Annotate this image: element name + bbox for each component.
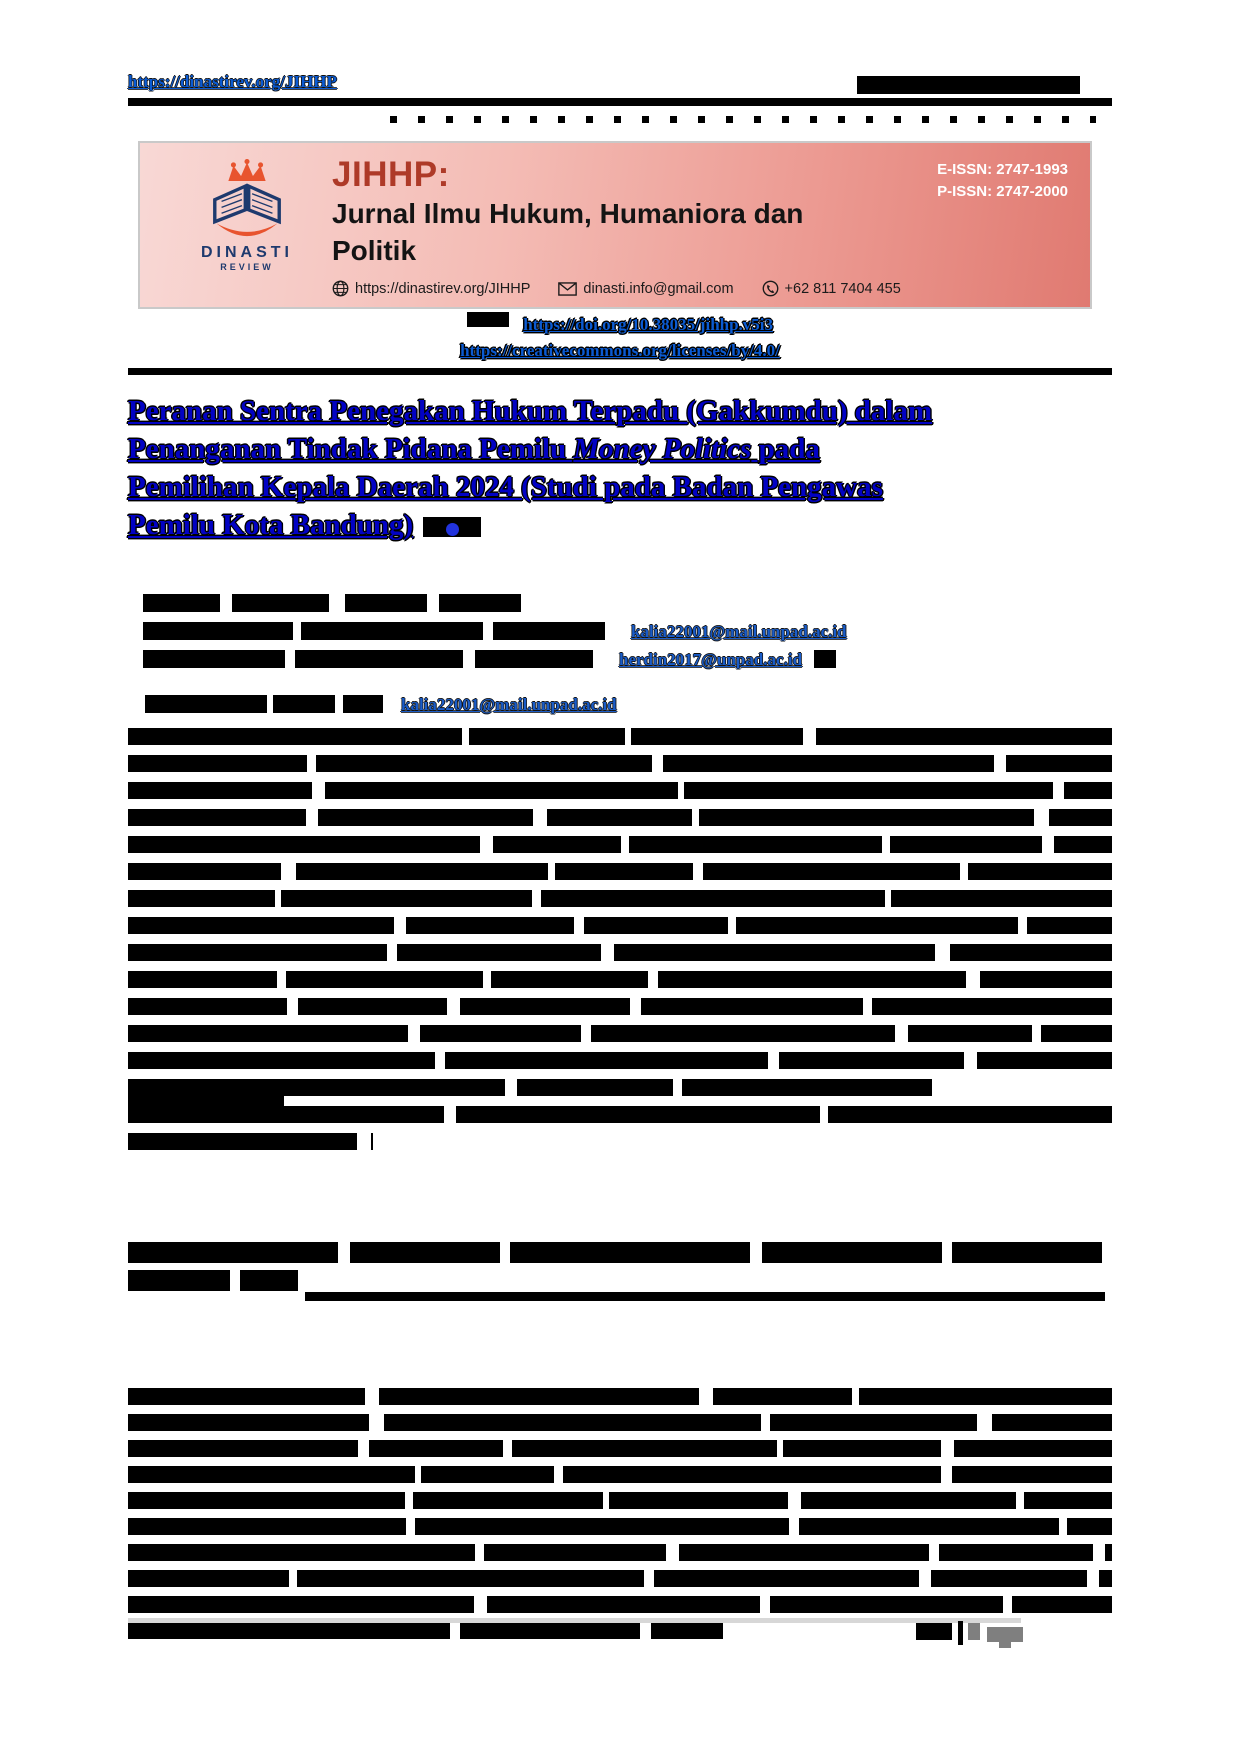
redacted-text — [369, 1440, 503, 1457]
redacted-text — [128, 1492, 405, 1509]
footer-pipe — [958, 1621, 963, 1645]
redacted-text — [128, 1466, 415, 1483]
corresponding-author-row — [145, 695, 617, 715]
redacted-text — [891, 890, 1112, 907]
redacted-text — [128, 917, 394, 934]
redacted-text-line — [128, 728, 1112, 745]
redacted-text — [663, 755, 994, 772]
redacted-text-line — [128, 782, 1112, 799]
redacted-text-line — [128, 1133, 1112, 1150]
redacted-text — [301, 622, 483, 640]
redacted-text — [801, 1492, 1016, 1509]
redacted-text — [128, 1414, 369, 1431]
title-line-2-italic: Money Politics — [573, 433, 752, 465]
redacted-text — [779, 1052, 964, 1069]
redacted-text-line — [128, 1414, 1112, 1431]
redacted-text — [517, 1079, 673, 1096]
redacted-text — [487, 1596, 760, 1613]
title-line-2-pre: Penanganan Tindak Pidana Pemilu — [128, 433, 574, 465]
redacted-text — [547, 809, 692, 826]
redacted-text — [286, 971, 483, 988]
license-link[interactable]: https://creativecommons.org/licenses/by/4.0/ — [460, 341, 780, 360]
redacted-text — [128, 998, 287, 1015]
redacted-keywords-line2 — [128, 1270, 298, 1291]
redacted-text — [954, 1440, 1112, 1457]
author2-email-link[interactable]: herdin2017@unpad.ac.id — [619, 650, 803, 669]
redacted-text — [128, 836, 480, 853]
e-issn: E-ISSN: 2747-1993 — [937, 161, 1068, 178]
redacted-text — [128, 728, 462, 745]
redacted-text — [128, 1388, 365, 1405]
redacted-text — [651, 1622, 723, 1639]
redacted-text — [491, 971, 648, 988]
redacted-text — [1105, 1544, 1112, 1561]
redacted-text — [295, 650, 463, 668]
redacted-text — [397, 944, 601, 961]
redacted-text — [682, 1079, 932, 1096]
redacted-keywords-line1 — [128, 1242, 1102, 1263]
redacted-text — [128, 755, 307, 772]
p-issn: P-ISSN: 2747-2000 — [937, 183, 1068, 200]
redacted-text — [128, 1106, 444, 1123]
banner-website: https://dinastirev.org/JIHHP — [355, 280, 531, 297]
footer-rule — [128, 1618, 1021, 1623]
redacted-abstract — [128, 728, 1112, 1160]
redacted-text — [1012, 1596, 1112, 1613]
banner-phone: +62 811 7404 455 — [784, 280, 901, 297]
redacted-text — [128, 890, 275, 907]
redacted-introduction — [128, 1388, 1112, 1648]
redacted-text — [908, 1025, 1032, 1042]
dinasti-logo-icon — [195, 159, 299, 237]
redacted-text — [128, 1025, 408, 1042]
redacted-text — [968, 863, 1112, 880]
redacted-text — [384, 1414, 761, 1431]
redacted-text-line — [128, 944, 1112, 961]
redacted-text — [641, 998, 863, 1015]
redacted-text-line — [128, 890, 1112, 907]
journal-acronym: JIHHP: — [332, 155, 450, 194]
footnote-icon — [446, 523, 459, 536]
redacted-author-names — [143, 594, 521, 612]
redacted-text — [484, 1544, 666, 1561]
article-title — [128, 392, 1128, 544]
header-site-link[interactable]: https://dinastirev.org/JIHHP — [128, 72, 337, 91]
redacted-text — [128, 1440, 358, 1457]
doi-block — [128, 312, 1112, 364]
redacted-text — [143, 594, 220, 612]
redacted-text — [679, 1544, 929, 1561]
redacted-text — [770, 1414, 977, 1431]
redacted-text-line — [128, 1440, 1112, 1457]
redacted-text — [1024, 1492, 1112, 1509]
redacted-text — [713, 1388, 852, 1405]
redacted-text — [128, 1544, 475, 1561]
author1-email-link[interactable]: kalia22001@mail.unpad.ac.id — [631, 622, 847, 641]
doi-link[interactable]: https://doi.org/10.38035/jihhp.v5i3 — [523, 315, 774, 334]
logo-wordmark-sub: REVIEW — [220, 262, 274, 272]
redacted-text — [128, 1270, 230, 1291]
redacted-text — [563, 1466, 941, 1483]
redacted-text — [1041, 1025, 1112, 1042]
redacted-text-line — [128, 1518, 1112, 1535]
corresponding-email-link[interactable]: kalia22001@mail.unpad.ac.id — [401, 695, 617, 714]
redacted-text — [952, 1242, 1102, 1263]
header-rule — [128, 98, 1112, 106]
redacted-text-line — [128, 809, 1112, 826]
redacted-text — [512, 1440, 777, 1457]
redacted-text — [584, 917, 728, 934]
redacted-text — [456, 1106, 820, 1123]
redacted-footer-mark — [968, 1623, 980, 1640]
redacted-text — [273, 695, 335, 713]
redacted-text — [128, 1570, 289, 1587]
redacted-text — [460, 998, 630, 1015]
redacted-text — [128, 1133, 357, 1150]
title-line-2[interactable] — [128, 430, 1128, 468]
section-rule — [128, 368, 1112, 375]
redacted-title-note — [423, 517, 481, 537]
redacted-text — [952, 1466, 1112, 1483]
redacted-page-word — [987, 1627, 1023, 1642]
envelope-icon — [558, 282, 577, 296]
redacted-text — [143, 650, 285, 668]
redacted-text — [281, 890, 532, 907]
redacted-text — [296, 863, 548, 880]
author-affiliation-1 — [143, 622, 847, 642]
redacted-text-line — [128, 1388, 1112, 1405]
redacted-text-line — [128, 755, 1112, 772]
redacted-text — [128, 809, 306, 826]
banner-email: dinasti.info@gmail.com — [583, 280, 734, 297]
redacted-text — [128, 1622, 450, 1639]
author-affiliation-2 — [143, 650, 836, 670]
redacted-text — [1067, 1518, 1112, 1535]
redacted-text-line — [128, 1622, 1112, 1639]
redacted-text — [629, 836, 882, 853]
journal-logo — [168, 159, 326, 272]
redacted-text — [475, 650, 593, 668]
redacted-text-line — [128, 1106, 1112, 1123]
redacted-text — [128, 1596, 474, 1613]
redacted-text — [591, 1025, 895, 1042]
banner-contact-row — [332, 280, 901, 297]
redacted-text — [1027, 917, 1112, 934]
redacted-text — [345, 594, 427, 612]
redacted-text — [420, 1025, 581, 1042]
redacted-text — [631, 728, 803, 745]
redacted-text-line — [128, 1570, 1112, 1587]
redacted-text — [325, 782, 678, 799]
redacted-text-line — [128, 1079, 1112, 1096]
redacted-text — [703, 863, 960, 880]
redacted-text-line — [128, 971, 1112, 988]
redacted-doi-label — [467, 312, 509, 327]
redacted-text-line — [128, 1025, 1112, 1042]
redacted-text — [460, 1622, 640, 1639]
redacted-text — [469, 728, 625, 745]
redacted-text — [318, 809, 533, 826]
redacted-text-line — [128, 998, 1112, 1015]
redacted-text — [232, 594, 329, 612]
redacted-text — [415, 1518, 789, 1535]
redacted-text-line — [128, 836, 1112, 853]
redacted-text-line — [128, 917, 1112, 934]
title-line-4[interactable] — [128, 506, 1128, 544]
redacted-text — [128, 1052, 435, 1069]
redacted-text — [1049, 809, 1112, 826]
redacted-text — [240, 1270, 298, 1291]
redacted-text — [699, 809, 1034, 826]
redacted-text — [654, 1570, 919, 1587]
title-line-4-text: Pemilu Kota Bandung) — [128, 509, 414, 541]
header-dashed-rule — [390, 116, 1096, 123]
redacted-text — [493, 622, 605, 640]
redacted-text — [128, 1242, 338, 1263]
redacted-text — [783, 1440, 941, 1457]
logo-wordmark: DINASTI — [201, 244, 293, 261]
title-line-1[interactable]: Peranan Sentra Penegakan Hukum Terpadu (Gakkumdu) dalam — [128, 395, 933, 427]
redacted-corresponding-label — [145, 697, 401, 714]
redacted-text — [684, 782, 1053, 799]
redacted-text — [977, 1052, 1112, 1069]
title-line-3[interactable]: Pemilihan Kepala Daerah 2024 (Studi pada Badan Pengawas — [128, 471, 883, 503]
redacted-text — [658, 971, 966, 988]
redacted-text — [828, 1106, 1112, 1123]
redacted-text — [541, 890, 885, 907]
redacted-text — [143, 622, 293, 640]
redacted-text-line — [128, 863, 1112, 880]
redacted-text — [128, 971, 277, 988]
journal-banner — [140, 143, 1090, 307]
redacted-text — [736, 917, 1018, 934]
redacted-header-citation — [857, 76, 1080, 94]
redacted-text — [316, 755, 652, 772]
redacted-text — [1099, 1570, 1112, 1587]
journal-name-line2: Politik — [332, 235, 417, 266]
redacted-text — [609, 1492, 788, 1509]
redacted-text — [890, 836, 1042, 853]
redacted-text — [371, 1133, 373, 1150]
redacted-text-line — [128, 1492, 1112, 1509]
redacted-text — [421, 1466, 554, 1483]
redacted-text — [859, 1388, 1112, 1405]
redacted-text — [439, 594, 521, 612]
redacted-text — [510, 1242, 750, 1263]
redacted-text — [1054, 836, 1112, 853]
redacted-text — [128, 944, 387, 961]
redacted-text — [939, 1544, 1093, 1561]
redacted-text — [128, 782, 312, 799]
issn-block — [937, 159, 1068, 203]
redacted-text — [992, 1414, 1112, 1431]
redacted-text-line — [128, 1466, 1112, 1483]
globe-icon — [332, 280, 349, 297]
redacted-text-line — [128, 1544, 1112, 1561]
redacted-text — [762, 1242, 942, 1263]
redacted-text — [128, 863, 281, 880]
redacted-text — [145, 695, 267, 713]
redacted-text — [128, 1079, 505, 1096]
redacted-text — [770, 1596, 1003, 1613]
redacted-text — [950, 944, 1112, 961]
redacted-text — [816, 728, 1112, 745]
redacted-text — [413, 1492, 603, 1509]
redacted-page-number — [916, 1623, 952, 1640]
redacted-text — [555, 863, 693, 880]
redacted-text — [350, 1242, 500, 1263]
journal-name-line1: Jurnal Ilmu Hukum, Humaniora dan — [332, 198, 804, 229]
redacted-text — [343, 695, 383, 713]
redacted-text — [445, 1052, 768, 1069]
redacted-text-line — [128, 1596, 1112, 1613]
redacted-text — [406, 917, 574, 934]
phone-icon — [762, 280, 779, 297]
redacted-page-word-descender — [999, 1642, 1011, 1648]
redacted-text — [297, 1570, 644, 1587]
redacted-text-line — [128, 1052, 1112, 1069]
redacted-text — [872, 998, 1112, 1015]
redacted-text — [1064, 782, 1112, 799]
title-line-2-post: pada — [751, 433, 820, 465]
redacted-text — [980, 971, 1112, 988]
redacted-keywords-rule — [305, 1292, 1105, 1301]
redacted-text — [931, 1570, 1087, 1587]
redacted-superscript — [814, 650, 836, 668]
redacted-text — [379, 1388, 699, 1405]
redacted-text — [1006, 755, 1112, 772]
redacted-text — [128, 1518, 406, 1535]
redacted-text — [799, 1518, 1059, 1535]
redacted-text — [614, 944, 935, 961]
redacted-text — [298, 998, 447, 1015]
redacted-text — [493, 836, 621, 853]
